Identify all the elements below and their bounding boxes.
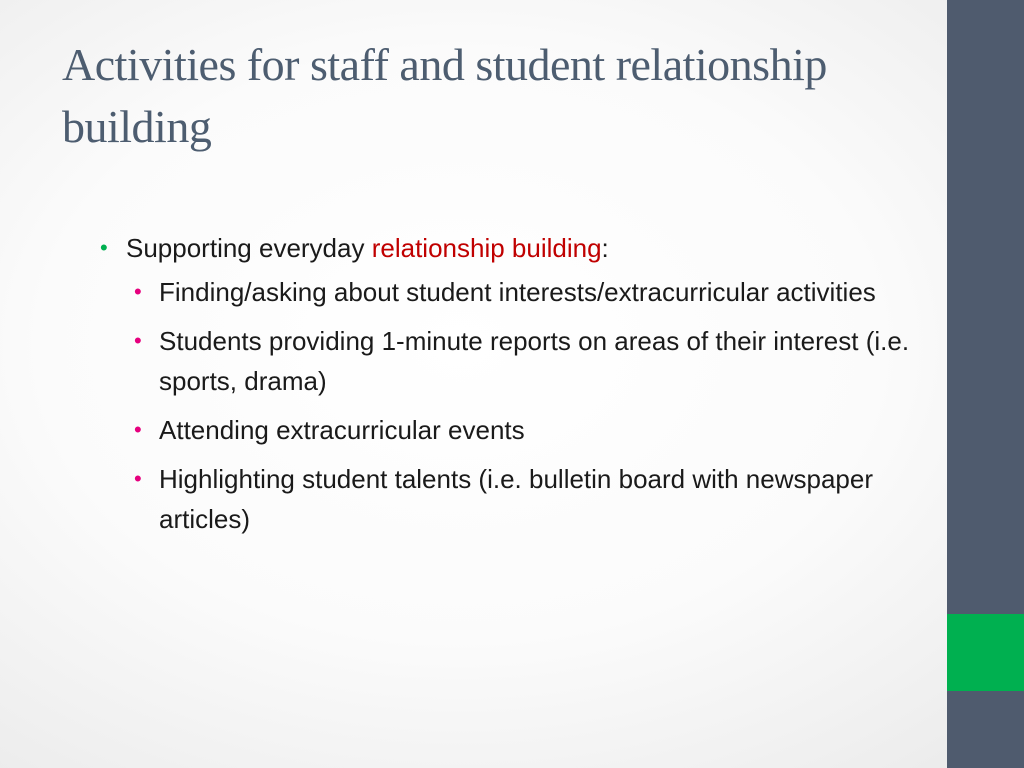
sub-bullet-item xyxy=(134,410,930,450)
sub-bullet-dot-icon: • xyxy=(134,279,142,304)
sub-bullet-text: Attending extracurricular events xyxy=(159,415,525,445)
sub-bullet-item xyxy=(134,459,930,539)
sub-bullet-dot-icon: • xyxy=(134,328,142,353)
sub-bullet-item xyxy=(134,321,930,401)
sub-bullet-text: Finding/asking about student interests/extracurricular activities xyxy=(159,277,876,307)
slide-title: Activities for staff and student relationship building xyxy=(62,39,827,152)
bullet-item xyxy=(100,228,930,268)
bullet-text-suffix: : xyxy=(601,233,609,263)
bullet-text-emphasis: relationship building xyxy=(371,233,602,263)
bullet-dot-icon: • xyxy=(100,235,108,260)
sub-bullet-text: Students providing 1-minute reports on areas of their interest (i.e. sports, drama) xyxy=(159,326,910,396)
bullet-text-prefix: Supporting everyday xyxy=(126,233,372,263)
sidebar-accent-block xyxy=(947,614,1024,691)
sub-bullet-list xyxy=(134,272,930,539)
sub-bullet-item xyxy=(134,272,930,312)
sub-bullet-dot-icon: • xyxy=(134,466,142,491)
sub-bullet-text: Highlighting student talents (i.e. bulletin board with newspaper articles) xyxy=(159,464,873,534)
bullet-list xyxy=(100,228,930,548)
sub-bullet-dot-icon: • xyxy=(134,417,142,442)
